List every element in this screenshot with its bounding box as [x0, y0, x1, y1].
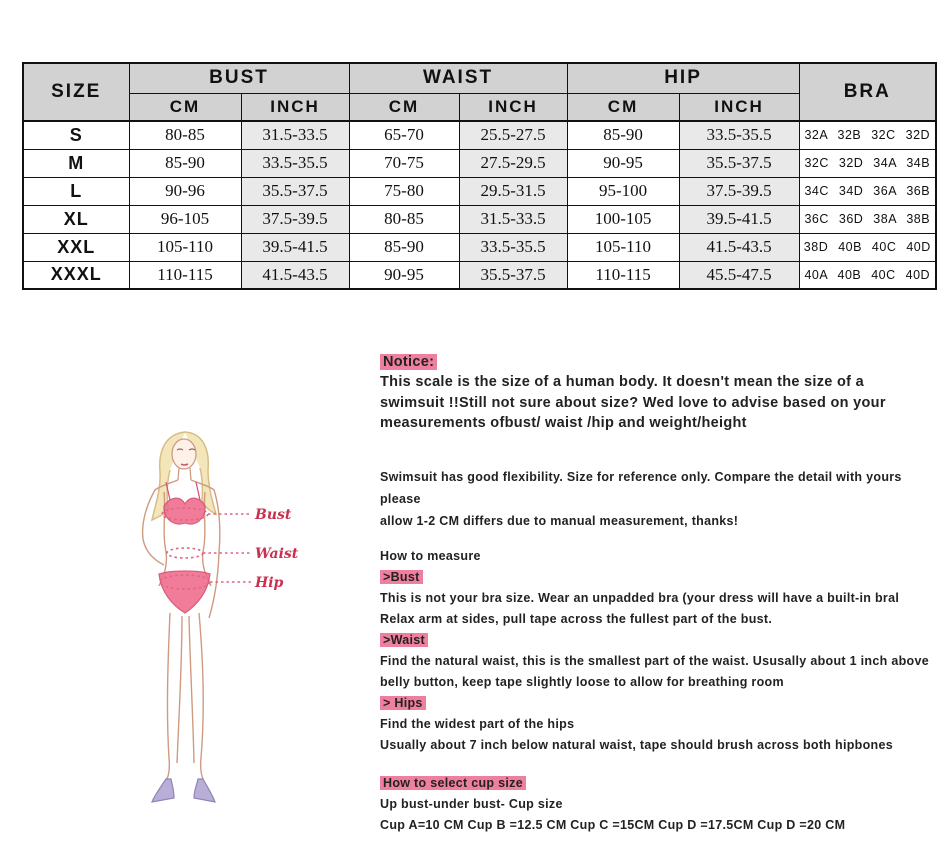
waist-inch-value: 29.5-31.5	[459, 177, 567, 205]
hip-cm-value: 85-90	[567, 121, 679, 149]
notice-line: swimsuit !!Still not sure about size? Wed love to advise based on your	[380, 394, 886, 411]
bust-cm-value: 96-105	[129, 205, 241, 233]
cup-size-line: Cup A=10 CM Cup B =12.5 CM Cup C =15CM Cup D =17.5CM Cup D =20 CM	[380, 817, 846, 832]
waist-measure-line	[167, 548, 203, 558]
waist-inch-value: 25.5-27.5	[459, 121, 567, 149]
hip-inch-value: 35.5-37.5	[679, 149, 799, 177]
hip-cm-value: 100-105	[567, 205, 679, 233]
how-to-measure-title: How to measure	[380, 548, 481, 563]
bust-inch-value: 39.5-41.5	[241, 233, 349, 261]
bust-inch-value: 31.5-33.5	[241, 121, 349, 149]
measurement-figure-illustration	[108, 426, 358, 818]
column-group-waist: WAIST	[349, 63, 567, 93]
bust-label: Bust	[255, 507, 292, 523]
hips-instruction-line: Usually about 7 inch below natural waist, tape should brush across both hipbones	[380, 737, 893, 752]
neck	[178, 468, 191, 480]
table-row	[23, 177, 936, 205]
subheader-hip-inch: INCH	[679, 93, 799, 121]
flexibility-section	[380, 466, 945, 532]
size-label: XXL	[23, 233, 129, 261]
subheader-bust-inch: INCH	[241, 93, 349, 121]
hip-inch-value: 33.5-35.5	[679, 121, 799, 149]
table-row	[23, 261, 936, 289]
table-row	[23, 121, 936, 149]
size-label: XL	[23, 205, 129, 233]
bust-cm-value: 85-90	[129, 149, 241, 177]
bust-heading: >Bust	[380, 570, 423, 584]
column-header-size: SIZE	[23, 63, 129, 121]
waist-instruction-line: Find the natural waist, this is the smallest part of the waist. Ususally about 1 inch above	[380, 653, 929, 668]
bra-value: 32A 32B 32C 32D	[799, 121, 936, 149]
waist-cm-value: 85-90	[349, 233, 459, 261]
size-label: L	[23, 177, 129, 205]
size-table-container	[22, 62, 937, 290]
bust-cm-value: 80-85	[129, 121, 241, 149]
size-label: M	[23, 149, 129, 177]
column-group-hip: HIP	[567, 63, 799, 93]
hip-inch-value: 45.5-47.5	[679, 261, 799, 289]
how-to-measure-section	[380, 546, 945, 756]
hip-cm-value: 110-115	[567, 261, 679, 289]
bust-instruction-line: Relax arm at sides, pull tape across the fullest part of the bust.	[380, 611, 773, 626]
subheader-waist-cm: CM	[349, 93, 459, 121]
left-shoe	[152, 779, 174, 802]
hip-label: Hip	[255, 575, 284, 591]
hip-inch-value: 39.5-41.5	[679, 205, 799, 233]
size-label: XXXL	[23, 261, 129, 289]
notice-line: measurements ofbust/ waist /hip and weight/height	[380, 415, 747, 431]
bust-cm-value: 110-115	[129, 261, 241, 289]
bust-inch-value: 41.5-43.5	[241, 261, 349, 289]
waist-inch-value: 31.5-33.5	[459, 205, 567, 233]
hip-cm-value: 105-110	[567, 233, 679, 261]
table-row	[23, 205, 936, 233]
bra-value: 32C 32D 34A 34B	[799, 149, 936, 177]
hips-heading: > Hips	[380, 696, 426, 710]
bra-value: 36C 36D 38A 38B	[799, 205, 936, 233]
bust-cm-value: 90-96	[129, 177, 241, 205]
right-shoe	[194, 779, 215, 802]
subheader-hip-cm: CM	[567, 93, 679, 121]
subheader-waist-inch: INCH	[459, 93, 567, 121]
waist-inch-value: 33.5-35.5	[459, 233, 567, 261]
bust-inch-value: 37.5-39.5	[241, 205, 349, 233]
table-row	[23, 233, 936, 261]
waist-label: Waist	[255, 546, 299, 562]
hip-cm-value: 90-95	[567, 149, 679, 177]
bra-value: 38D 40B 40C 40D	[799, 233, 936, 261]
subheader-bust-cm: CM	[129, 93, 241, 121]
waist-heading: >Waist	[380, 633, 428, 647]
cup-size-line: Up bust-under bust- Cup size	[380, 796, 563, 811]
bikini-top	[164, 498, 205, 524]
size-table	[22, 62, 937, 290]
waist-cm-value: 70-75	[349, 149, 459, 177]
bust-instruction-line: This is not your bra size. Wear an unpadded bra (your dress will have a built-in bral	[380, 590, 900, 605]
hip-cm-value: 95-100	[567, 177, 679, 205]
waist-inch-value: 27.5-29.5	[459, 149, 567, 177]
bust-inch-value: 35.5-37.5	[241, 177, 349, 205]
waist-cm-value: 65-70	[349, 121, 459, 149]
hip-inch-value: 37.5-39.5	[679, 177, 799, 205]
bra-value: 34C 34D 36A 36B	[799, 177, 936, 205]
notice-section	[380, 352, 945, 434]
cup-size-heading: How to select cup size	[380, 776, 526, 790]
hips-instruction-line: Find the widest part of the hips	[380, 716, 575, 731]
waist-cm-value: 90-95	[349, 261, 459, 289]
instructions-column	[380, 352, 945, 836]
hip-inch-value: 41.5-43.5	[679, 233, 799, 261]
waist-inch-value: 35.5-37.5	[459, 261, 567, 289]
table-row	[23, 149, 936, 177]
legs	[167, 613, 203, 779]
flexibility-line: allow 1-2 CM differs due to manual measurement, thanks!	[380, 513, 739, 528]
bra-straps	[166, 482, 200, 500]
waist-cm-value: 75-80	[349, 177, 459, 205]
bust-cm-value: 105-110	[129, 233, 241, 261]
column-header-bra: BRA	[799, 63, 936, 121]
flexibility-line: Swimsuit has good flexibility. Size for reference only. Compare the detail with yours please	[380, 469, 902, 506]
bra-value: 40A 40B 40C 40D	[799, 261, 936, 289]
bust-inch-value: 33.5-35.5	[241, 149, 349, 177]
waist-cm-value: 80-85	[349, 205, 459, 233]
notice-line: This scale is the size of a human body. It doesn't mean the size of a	[380, 374, 864, 390]
size-label: S	[23, 121, 129, 149]
waist-instruction-line: belly button, keep tape slightly loose to allow for breathing room	[380, 674, 784, 689]
body-sketch-svg	[108, 426, 358, 818]
cup-size-section	[380, 773, 945, 836]
column-group-bust: BUST	[129, 63, 349, 93]
notice-heading: Notice:	[380, 354, 437, 370]
